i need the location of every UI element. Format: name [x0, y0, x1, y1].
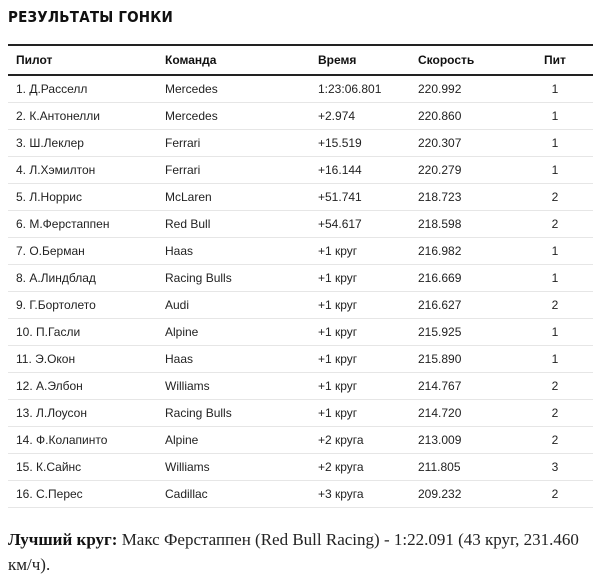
table-body [8, 75, 593, 507]
table-header [8, 45, 593, 75]
column-header-team: Команда [157, 45, 310, 75]
table-row [8, 399, 593, 426]
time-cell: +1 круг [310, 291, 410, 318]
team-cell: Cadillac [157, 480, 310, 507]
race-results-table [8, 44, 593, 508]
table-row [8, 156, 593, 183]
driver-cell: 3. Ш.Леклер [8, 129, 157, 156]
time-cell: +1 круг [310, 399, 410, 426]
time-cell: +16.144 [310, 156, 410, 183]
column-header-driver: Пилот [8, 45, 157, 75]
driver-cell: 7. О.Берман [8, 237, 157, 264]
column-header-time: Время [310, 45, 410, 75]
table-row [8, 264, 593, 291]
time-cell: +54.617 [310, 210, 410, 237]
speed-cell: 218.598 [410, 210, 517, 237]
speed-cell: 213.009 [410, 426, 517, 453]
pits-cell: 2 [517, 372, 593, 399]
speed-cell: 216.982 [410, 237, 517, 264]
page-heading: РЕЗУЛЬТАТЫ ГОНКИ [8, 8, 174, 26]
fastest-lap [8, 527, 593, 577]
column-header-pits: Пит [517, 45, 593, 75]
driver-cell: 14. Ф.Колапинто [8, 426, 157, 453]
time-cell: +2.974 [310, 102, 410, 129]
driver-cell: 13. Л.Лоусон [8, 399, 157, 426]
pits-cell: 2 [517, 480, 593, 507]
speed-cell: 214.720 [410, 399, 517, 426]
time-cell: +1 круг [310, 345, 410, 372]
table-row [8, 291, 593, 318]
pits-cell: 1 [517, 345, 593, 372]
driver-cell: 6. М.Ферстаппен [8, 210, 157, 237]
time-cell: +1 круг [310, 237, 410, 264]
team-cell: Alpine [157, 426, 310, 453]
team-cell: McLaren [157, 183, 310, 210]
table-row [8, 426, 593, 453]
driver-cell: 1. Д.Расселл [8, 75, 157, 102]
speed-cell: 216.627 [410, 291, 517, 318]
fastest-lap-label: Лучший круг: [8, 530, 118, 549]
header-row [8, 45, 593, 75]
table-row [8, 345, 593, 372]
time-cell: +2 круга [310, 453, 410, 480]
pits-cell: 1 [517, 237, 593, 264]
time-cell: +1 круг [310, 372, 410, 399]
driver-cell: 11. Э.Окон [8, 345, 157, 372]
driver-cell: 4. Л.Хэмилтон [8, 156, 157, 183]
time-cell: +1 круг [310, 318, 410, 345]
team-cell: Mercedes [157, 75, 310, 102]
pits-cell: 2 [517, 291, 593, 318]
table-row [8, 372, 593, 399]
team-cell: Alpine [157, 318, 310, 345]
time-cell: +15.519 [310, 129, 410, 156]
team-cell: Haas [157, 237, 310, 264]
driver-cell: 9. Г.Бортолето [8, 291, 157, 318]
team-cell: Williams [157, 453, 310, 480]
speed-cell: 220.860 [410, 102, 517, 129]
speed-cell: 216.669 [410, 264, 517, 291]
speed-cell: 215.890 [410, 345, 517, 372]
pits-cell: 2 [517, 210, 593, 237]
table-row [8, 129, 593, 156]
speed-cell: 214.767 [410, 372, 517, 399]
speed-cell: 218.723 [410, 183, 517, 210]
speed-cell: 220.279 [410, 156, 517, 183]
pits-cell: 1 [517, 75, 593, 102]
pits-cell: 1 [517, 102, 593, 129]
team-cell: Mercedes [157, 102, 310, 129]
time-cell: +3 круга [310, 480, 410, 507]
speed-cell: 211.805 [410, 453, 517, 480]
pits-cell: 1 [517, 156, 593, 183]
driver-cell: 8. А.Линдблад [8, 264, 157, 291]
team-cell: Williams [157, 372, 310, 399]
team-cell: Racing Bulls [157, 399, 310, 426]
speed-cell: 220.992 [410, 75, 517, 102]
speed-cell: 209.232 [410, 480, 517, 507]
table-row [8, 210, 593, 237]
driver-cell: 5. Л.Норрис [8, 183, 157, 210]
pits-cell: 1 [517, 264, 593, 291]
driver-cell: 2. К.Антонелли [8, 102, 157, 129]
table-row [8, 237, 593, 264]
pits-cell: 1 [517, 318, 593, 345]
fastest-lap-text: Макс Ферстаппен (Red Bull Racing) - 1:22.091 (43 круг, 231.460 км/ч). [8, 530, 579, 574]
team-cell: Red Bull [157, 210, 310, 237]
team-cell: Haas [157, 345, 310, 372]
time-cell: +1 круг [310, 264, 410, 291]
speed-cell: 215.925 [410, 318, 517, 345]
table-row [8, 318, 593, 345]
time-cell: +51.741 [310, 183, 410, 210]
column-header-speed: Скорость [410, 45, 517, 75]
table-row [8, 183, 593, 210]
pits-cell: 2 [517, 426, 593, 453]
team-cell: Racing Bulls [157, 264, 310, 291]
time-cell: 1:23:06.801 [310, 75, 410, 102]
pits-cell: 2 [517, 399, 593, 426]
table-row [8, 453, 593, 480]
speed-cell: 220.307 [410, 129, 517, 156]
driver-cell: 15. К.Сайнс [8, 453, 157, 480]
pits-cell: 3 [517, 453, 593, 480]
team-cell: Audi [157, 291, 310, 318]
pits-cell: 1 [517, 129, 593, 156]
pits-cell: 2 [517, 183, 593, 210]
driver-cell: 12. А.Элбон [8, 372, 157, 399]
team-cell: Ferrari [157, 156, 310, 183]
time-cell: +2 круга [310, 426, 410, 453]
table-row [8, 102, 593, 129]
team-cell: Ferrari [157, 129, 310, 156]
driver-cell: 10. П.Гасли [8, 318, 157, 345]
table-row [8, 75, 593, 102]
driver-cell: 16. С.Перес [8, 480, 157, 507]
table-row [8, 480, 593, 507]
